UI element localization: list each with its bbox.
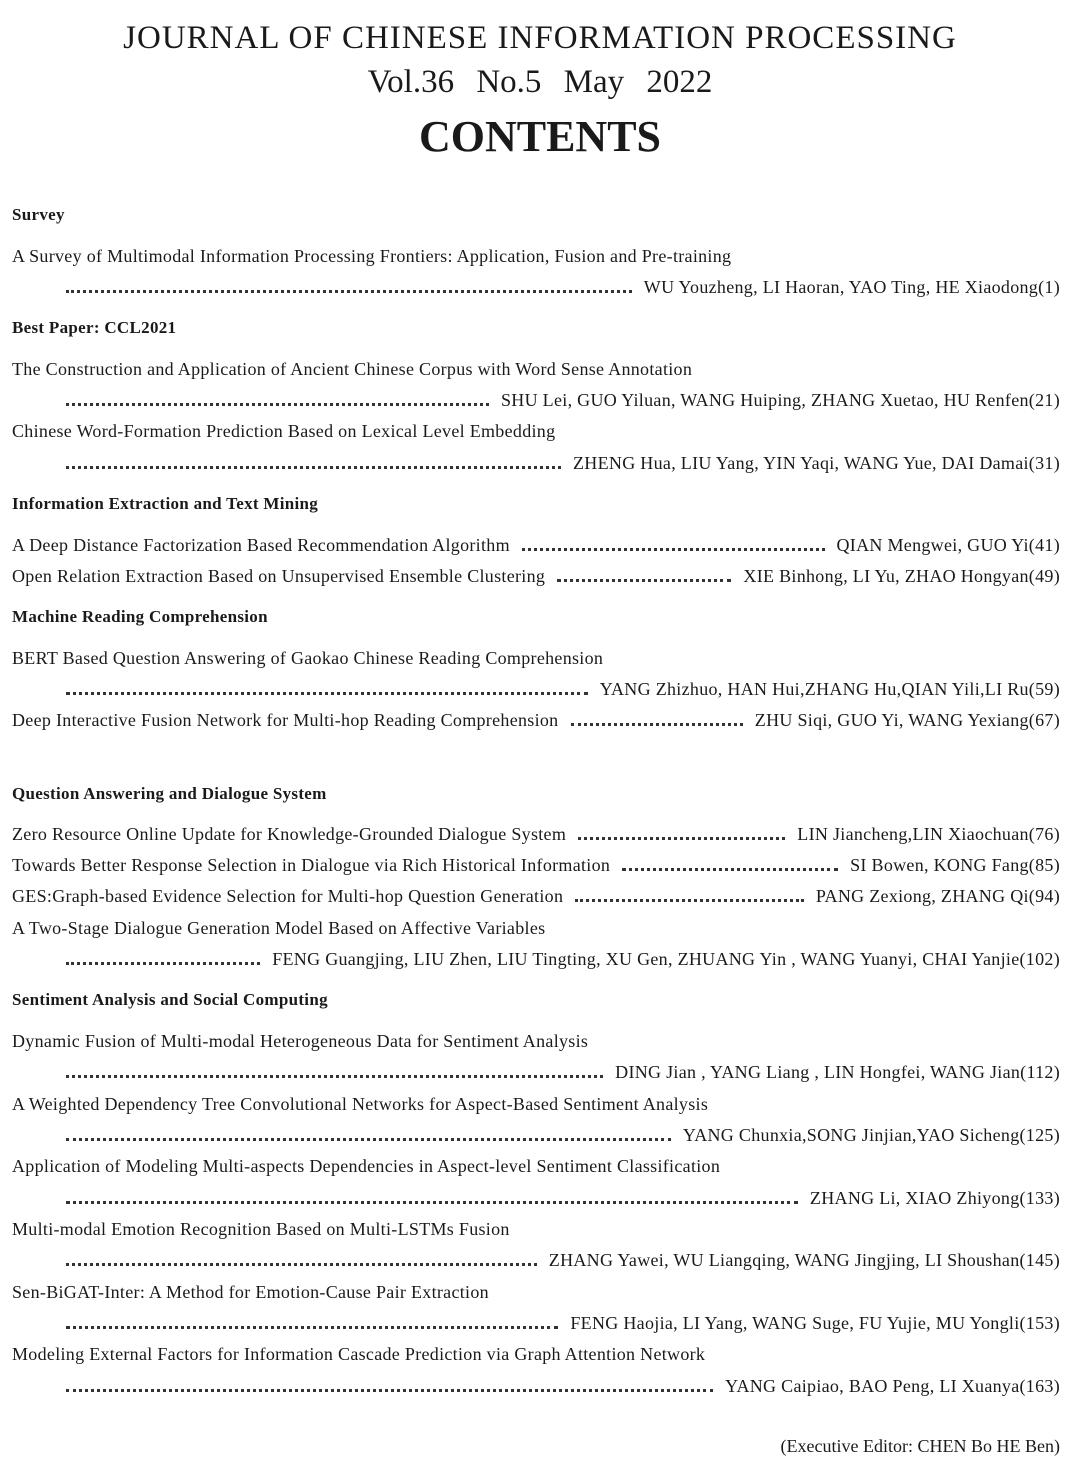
article-authors: WU Youzheng, LI Haoran, YAO Ting, HE Xiaodong(1) xyxy=(643,277,1060,297)
article-authors: LIN Jiancheng,LIN Xiaochuan(76) xyxy=(797,824,1060,844)
article-authors: FENG Guangjing, LIU Zhen, LIU Tingting, XU Gen, ZHUANG Yin , WANG Yuanyi, CHAI Yanjie(102) xyxy=(272,949,1060,969)
article-title: Application of Modeling Multi-aspects Dependencies in Aspect-level Sentiment Classification xyxy=(12,1156,721,1176)
section-heading: Sentiment Analysis and Social Computing xyxy=(12,990,328,1009)
issue-info: Vol.36 No.5 May 2022 xyxy=(367,64,713,100)
dot-leader xyxy=(557,579,731,582)
article-title: GES:Graph-based Evidence Selection for Multi-hop Question Generation xyxy=(12,886,564,906)
article-authors: PANG Zexiong, ZHANG Qi(94) xyxy=(815,886,1060,906)
dot-leader xyxy=(66,1138,671,1141)
dot-leader xyxy=(622,868,838,871)
article-title: Open Relation Extraction Based on Unsupervised Ensemble Clustering xyxy=(12,566,546,586)
dot-leader xyxy=(66,403,489,406)
article-authors: YANG Zhizhuo, HAN Hui,ZHANG Hu,QIAN Yili,LI Ru(59) xyxy=(599,679,1060,699)
article-title: A Deep Distance Factorization Based Recommendation Algorithm xyxy=(12,535,510,555)
article-authors: ZHENG Hua, LIU Yang, YIN Yaqi, WANG Yue, DAI Damai(31) xyxy=(573,453,1060,473)
dot-leader xyxy=(522,548,825,551)
section-heading: Information Extraction and Text Mining xyxy=(12,494,319,513)
article-title: The Construction and Application of Ancient Chinese Corpus with Word Sense Annotation xyxy=(12,359,693,379)
dot-leader xyxy=(66,290,632,293)
dot-leader xyxy=(578,837,785,840)
article-title: Dynamic Fusion of Multi-modal Heterogeneous Data for Sentiment Analysis xyxy=(12,1031,589,1051)
dot-leader xyxy=(66,1263,537,1266)
article-title: Chinese Word-Formation Prediction Based on Lexical Level Embedding xyxy=(12,421,556,441)
article-title: Towards Better Response Selection in Dialogue via Rich Historical Information xyxy=(12,855,611,875)
dot-leader xyxy=(66,1075,603,1078)
article-title: BERT Based Question Answering of Gaokao Chinese Reading Comprehension xyxy=(12,648,604,668)
article-title: Modeling External Factors for Information Cascade Prediction via Graph Attention Network xyxy=(12,1344,706,1364)
article-title: Multi-modal Emotion Recognition Based on Multi-LSTMs Fusion xyxy=(12,1219,510,1239)
section-heading: Question Answering and Dialogue System xyxy=(12,784,327,803)
section-heading: Best Paper: CCL2021 xyxy=(12,318,177,337)
article-authors: ZHANG Yawei, WU Liangqing, WANG Jingjing, LI Shoushan(145) xyxy=(548,1250,1060,1270)
article-authors: XIE Binhong, LI Yu, ZHAO Hongyan(49) xyxy=(743,566,1060,586)
article-title: Zero Resource Online Update for Knowledge-Grounded Dialogue System xyxy=(12,824,567,844)
article-authors: SHU Lei, GUO Yiluan, WANG Huiping, ZHANG Xuetao, HU Renfen(21) xyxy=(500,390,1060,410)
article-authors: DING Jian , YANG Liang , LIN Hongfei, WANG Jian(112) xyxy=(615,1062,1060,1082)
section-heading: Survey xyxy=(12,205,65,224)
contents-heading: CONTENTS xyxy=(418,112,662,161)
dot-leader xyxy=(66,1201,798,1204)
article-authors: YANG Caipiao, BAO Peng, LI Xuanya(163) xyxy=(725,1376,1060,1396)
dot-leader xyxy=(571,723,743,726)
article-authors: QIAN Mengwei, GUO Yi(41) xyxy=(836,535,1060,555)
article-title: A Weighted Dependency Tree Convolutional Networks for Aspect-Based Sentiment Analysis xyxy=(12,1094,709,1114)
article-authors: ZHU Siqi, GUO Yi, WANG Yexiang(67) xyxy=(754,710,1060,730)
article-authors: FENG Haojia, LI Yang, WANG Suge, FU Yujie, MU Yongli(153) xyxy=(570,1313,1060,1333)
dot-leader xyxy=(66,962,260,965)
article-authors: SI Bowen, KONG Fang(85) xyxy=(850,855,1060,875)
article-title: Deep Interactive Fusion Network for Multi-hop Reading Comprehension xyxy=(12,710,559,730)
executive-editor: (Executive Editor: CHEN Bo HE Ben) xyxy=(780,1436,1060,1456)
dot-leader xyxy=(66,692,588,695)
dot-leader xyxy=(66,466,561,469)
dot-leader xyxy=(66,1389,713,1392)
section-heading: Machine Reading Comprehension xyxy=(12,607,268,626)
article-title: Sen-BiGAT-Inter: A Method for Emotion-Cause Pair Extraction xyxy=(12,1282,489,1302)
article-authors: YANG Chunxia,SONG Jinjian,YAO Sicheng(125) xyxy=(682,1125,1060,1145)
journal-title: JOURNAL OF CHINESE INFORMATION PROCESSING xyxy=(123,20,957,56)
article-title: A Survey of Multimodal Information Processing Frontiers: Application, Fusion and Pre-training xyxy=(12,246,732,266)
article-title: A Two-Stage Dialogue Generation Model Based on Affective Variables xyxy=(12,918,546,938)
dot-leader xyxy=(575,899,804,902)
article-authors: ZHANG Li, XIAO Zhiyong(133) xyxy=(809,1188,1060,1208)
dot-leader xyxy=(66,1326,558,1329)
